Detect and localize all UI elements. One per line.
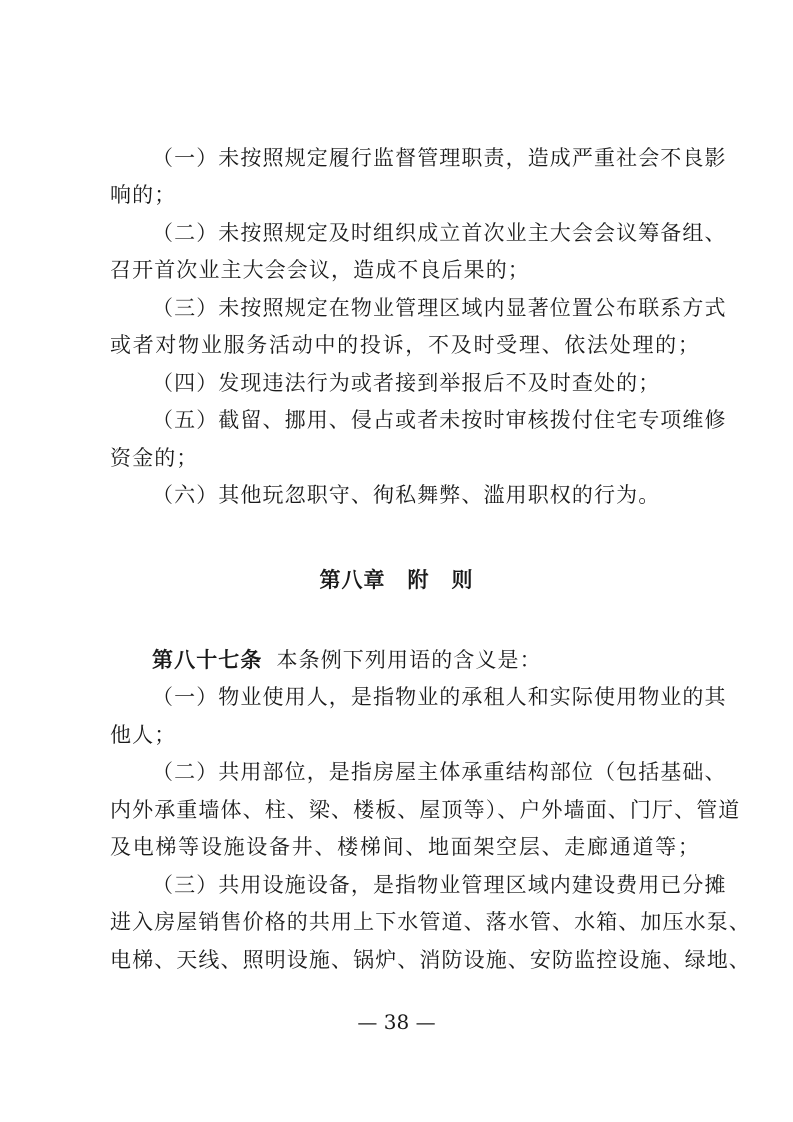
- paragraph-5-line-2: 资金的；: [110, 446, 199, 470]
- article-87-intro: [152, 645, 700, 675]
- definition-2-line-3: 及电梯等设施设备井、楼梯间、地面架空层、走廊通道等；: [110, 835, 700, 859]
- definition-3-line-3: 电梯、天线、照明设施、锅炉、消防设施、安防监控设施、绿地、: [110, 948, 751, 972]
- paragraph-2-line-1: （二）未按照规定及时组织成立首次业主大会会议筹备组、: [152, 221, 727, 245]
- paragraph-1-line-1: （一）未按照规定履行监督管理职责，造成严重社会不良影: [152, 146, 727, 170]
- definition-3-line-2: 进入房屋销售价格的共用上下水管道、落水管、水箱、加压水泵、: [110, 910, 751, 934]
- paragraph-2-line-2: 召开首次业主大会会议，造成不良后果的；: [110, 258, 530, 282]
- paragraph-4-line-1: （四）发现违法行为或者接到举报后不及时查处的；: [152, 371, 661, 395]
- paragraph-3-line-1: （三）未按照规定在物业管理区域内显著位置公布联系方式: [152, 296, 727, 320]
- paragraph-6-line-1: （六）其他玩忽职守、徇私舞弊、滥用职权的行为。: [152, 483, 661, 507]
- definition-1-line-1: （一）物业使用人，是指物业的承租人和实际使用物业的其: [152, 685, 727, 709]
- page-number: — 38 —: [357, 1010, 436, 1034]
- paragraph-5-line-1: （五）截留、挪用、侵占或者未按时审核拨付住宅专项维修: [152, 408, 727, 432]
- definition-3-line-1: （三）共用设施设备，是指物业管理区域内建设费用已分摊: [152, 873, 727, 897]
- article-intro-text: 本条例下列用语的含义是：: [276, 648, 542, 672]
- definition-2-line-2: 内外承重墙体、柱、梁、楼板、屋顶等）、户外墙面、门厅、管道: [110, 798, 741, 822]
- article-number: 第八十七条: [152, 648, 263, 672]
- paragraph-3-line-2: 或者对物业服务活动中的投诉，不及时受理、依法处理的；: [110, 333, 700, 357]
- paragraph-1-line-2: 响的；: [110, 183, 177, 207]
- definition-2-line-1: （二）共用部位，是指房屋主体承重结构部位（包括基础、: [152, 760, 727, 784]
- definition-1-line-2: 他人；: [110, 723, 177, 747]
- chapter-heading: 第八章 附 则: [319, 568, 474, 592]
